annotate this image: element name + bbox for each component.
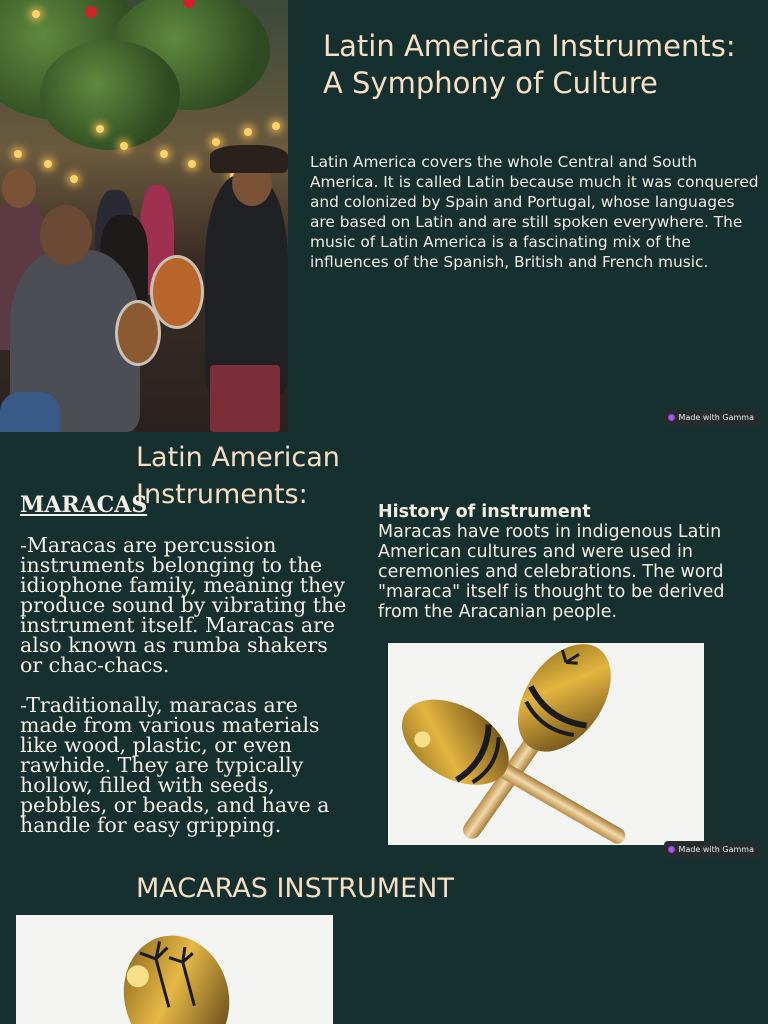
maraca-illustration [16,915,333,1024]
made-with-gamma-badge[interactable] [664,409,761,426]
history-body: Maracas have roots in indigenous Latin American cultures and were used in ceremonies and celebrations. The word "maraca" itself is thought to be derived from the Aracanian people. [378,522,725,622]
slide-title: Latin American Instruments: A Symphony of Culture [323,29,736,100]
history-heading: History of instrument [378,502,591,522]
maracas-description [20,535,350,863]
intro-paragraph: Latin America covers the whole Central and South America. It is called Latin because much it was conquered and colonized by Spain and Portugal, whose languages are based on Latin and are still spoken everywhere. The music of Latin America is a fascinating mix of the influences of the Spanish, British and French music. [310,153,759,271]
gamma-logo-icon [668,414,675,421]
made-with-gamma-badge[interactable] [664,841,761,858]
slide-maracas [0,432,768,864]
musicians-photo [0,0,288,432]
gamma-logo-icon [668,846,675,853]
history-section [378,502,758,622]
slide-intro [0,0,768,432]
maracas-paragraph-1: -Maracas are percussion instruments belonging to the idiophone family, meaning they produce sound by vibrating the instrument itself. Maracas are also known as rumba shakers or chac-chacs. [20,535,347,677]
maracas-heading: MARACAS [20,492,148,518]
maraca-image [16,915,333,1024]
slide-maracas-instrument [0,864,768,1024]
slide-title: Latin American Instruments: [136,442,340,510]
maracas-illustration [388,643,704,845]
badge-label: Made with Gamma [678,413,754,422]
maracas-paragraph-2: -Traditionally, maracas are made from various materials like wood, plastic, or even rawhide. They are typically hollow, filled with seeds, pebbles, or beads, and have a handle for easy gripping. [20,693,330,837]
maracas-image [388,643,704,845]
badge-label: Made with Gamma [678,845,754,854]
slide-title: MACARAS INSTRUMENT [136,873,454,904]
